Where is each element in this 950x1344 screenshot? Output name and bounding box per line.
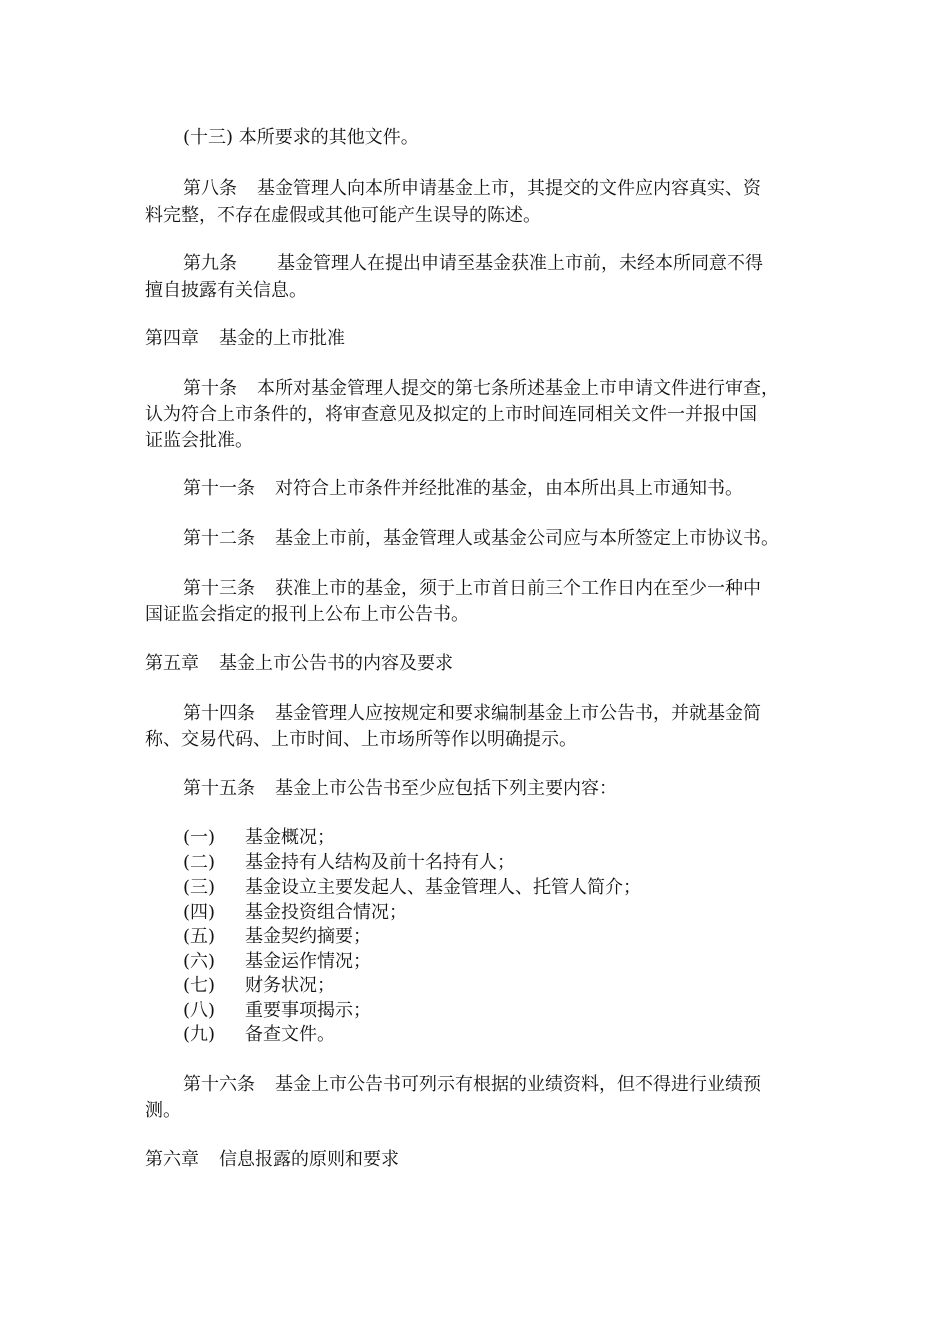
article-16-label: 第十六条 (183, 1074, 255, 1095)
chapter-5-heading: 第五章 基金上市公告书的内容及要求 (145, 653, 453, 674)
chapter-6-heading: 第六章 信息报露的原则和要求 (145, 1149, 399, 1170)
list-item: (八) 重要事项揭示； (183, 1000, 371, 1021)
article-10-label: 第十条 (183, 378, 237, 399)
article-10: 第十条 本所对基金管理人提交的第七条所述基金上市申请文件进行审查， (183, 378, 779, 399)
list-item: (七) 财务状况； (183, 975, 335, 996)
list-item: (二) 基金持有人结构及前十名持有人； (183, 852, 515, 873)
article-10-cont-2: 证监会批准。 (145, 430, 253, 451)
list-item: (四) 基金投资组合情况； (183, 902, 407, 923)
article-9-label: 第九条 (183, 253, 237, 274)
chapter-4-heading: 第四章 基金的上市批准 (145, 328, 345, 349)
list-item: (五) 基金契约摘要； (183, 926, 371, 947)
article-9: 第九条 基金管理人在提出申请至基金获准上市前，未经本所同意不得 (183, 253, 763, 274)
article-12-label: 第十二条 (183, 528, 255, 549)
article-15-label: 第十五条 (183, 778, 255, 799)
article-15: 第十五条 基金上市公告书至少应包括下列主要内容： (183, 778, 617, 799)
article-8: 第八条 基金管理人向本所申请基金上市，其提交的文件应内容真实、资 (183, 178, 761, 199)
item-13: (十三) 本所要求的其他文件。 (183, 127, 419, 148)
article-12: 第十二条 基金上市前，基金管理人或基金公司应与本所签定上市协议书。 (183, 528, 779, 549)
article-14-cont: 称、交易代码、上市时间、上市场所等作以明确提示。 (145, 729, 577, 750)
article-8-label: 第八条 (183, 178, 237, 199)
list-item: (一) 基金概况； (183, 827, 335, 848)
article-11: 第十一条 对符合上市条件并经批准的基金，由本所出具上市通知书。 (183, 478, 743, 499)
article-16: 第十六条 基金上市公告书可列示有根据的业绩资料，但不得进行业绩预 (183, 1074, 761, 1095)
article-14-label: 第十四条 (183, 703, 255, 724)
list-item: (九) 备查文件。 (183, 1024, 335, 1045)
list-item: (三) 基金设立主要发起人、基金管理人、托管人简介； (183, 877, 641, 898)
article-13-cont: 国证监会指定的报刊上公布上市公告书。 (145, 604, 469, 625)
article-16-cont: 测。 (145, 1100, 181, 1121)
article-11-label: 第十一条 (183, 478, 255, 499)
list-item: (六) 基金运作情况； (183, 951, 371, 972)
article-9-cont: 擅自披露有关信息。 (145, 280, 307, 301)
article-13-label: 第十三条 (183, 578, 255, 599)
article-14: 第十四条 基金管理人应按规定和要求编制基金上市公告书，并就基金简 (183, 703, 761, 724)
article-13: 第十三条 获准上市的基金，须于上市首日前三个工作日内在至少一种中 (183, 578, 761, 599)
article-8-cont: 料完整，不存在虚假或其他可能产生误导的陈述。 (145, 205, 541, 226)
article-10-cont-1: 认为符合上市条件的，将审查意见及拟定的上市时间连同相关文件一并报中国 (145, 404, 757, 425)
